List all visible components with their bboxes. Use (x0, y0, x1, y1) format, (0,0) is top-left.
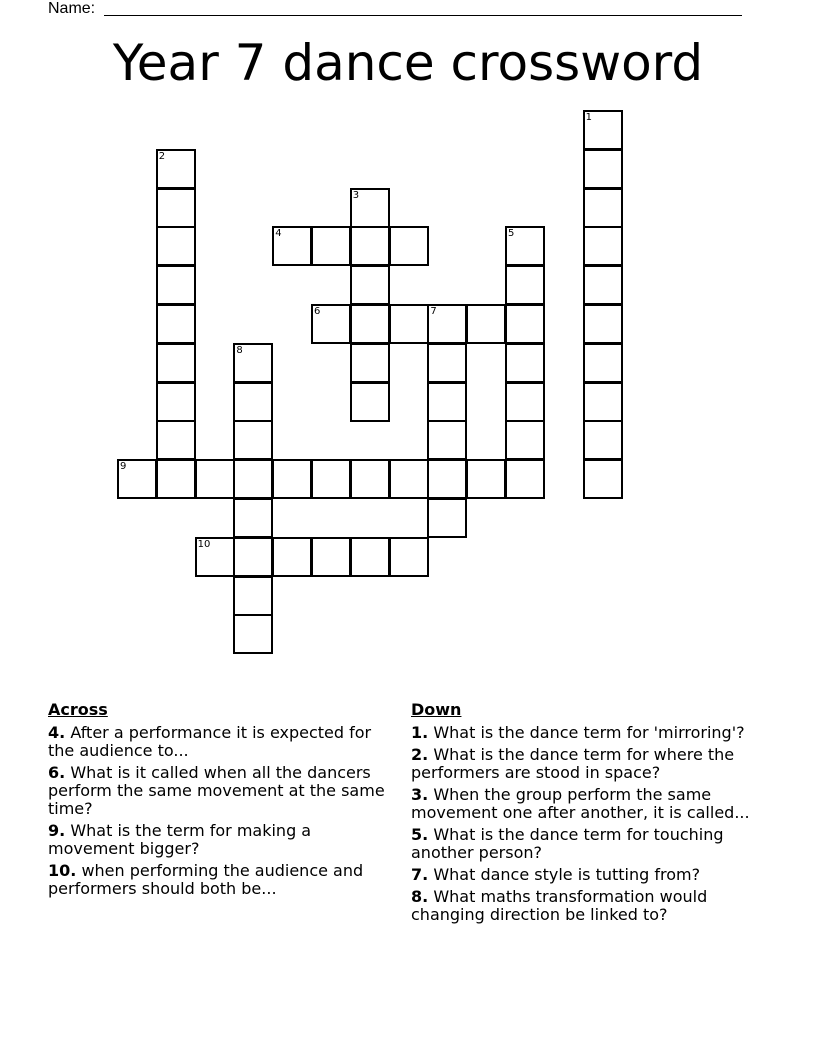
grid-cell[interactable] (427, 459, 467, 499)
down-clues (411, 700, 771, 928)
grid-cell[interactable] (350, 382, 390, 422)
across-clue (48, 862, 393, 898)
clue-text: What maths transformation would changing direction be linked to? (411, 887, 708, 924)
across-clue (48, 724, 393, 760)
grid-cell[interactable] (583, 188, 623, 228)
grid-cell[interactable] (505, 304, 545, 344)
grid-cell[interactable] (156, 459, 196, 499)
grid-cell[interactable] (156, 382, 196, 422)
grid-cell[interactable] (350, 537, 390, 577)
across-heading: Across (48, 700, 108, 719)
across-clue-list (48, 724, 393, 898)
grid-cell[interactable] (311, 459, 351, 499)
cell-number: 9 (120, 461, 127, 473)
grid-cell[interactable] (583, 343, 623, 383)
grid-cell[interactable] (389, 459, 429, 499)
grid-cell[interactable] (350, 226, 390, 266)
grid-cell[interactable] (427, 498, 467, 538)
grid-cell[interactable] (117, 459, 157, 499)
grid-cell[interactable] (505, 265, 545, 305)
cell-number: 10 (197, 538, 211, 550)
grid-cell[interactable] (156, 343, 196, 383)
grid-cell[interactable] (233, 382, 273, 422)
clue-number: 10. (48, 861, 77, 880)
down-clue (411, 826, 771, 862)
grid-cell[interactable] (350, 188, 390, 228)
grid-cell[interactable] (583, 265, 623, 305)
clue-number: 3. (411, 785, 429, 804)
down-clue (411, 746, 771, 782)
clue-text: What is the dance term for 'mirroring'? (433, 723, 745, 742)
cell-number: 2 (158, 150, 166, 162)
grid-cell[interactable] (583, 110, 623, 150)
clue-number: 7. (411, 865, 429, 884)
cell-number: 1 (585, 112, 592, 123)
across-clue (48, 764, 393, 818)
grid-cell[interactable] (233, 459, 273, 499)
clue-text: What is the dance term for where the performers are stood in space? (411, 745, 735, 782)
grid-cell[interactable] (350, 265, 390, 305)
clue-text: After a performance it is expected for the audience to... (48, 723, 372, 760)
clue-text: What is it called when all the dancers perform the same movement at the same time? (48, 763, 385, 818)
down-clue (411, 866, 771, 884)
grid-cell[interactable] (427, 343, 467, 383)
grid-cell[interactable] (583, 420, 623, 460)
grid-cell[interactable] (505, 343, 545, 383)
grid-cell[interactable] (505, 226, 545, 266)
grid-cell[interactable] (350, 459, 390, 499)
clue-number: 2. (411, 745, 429, 764)
grid-cell[interactable] (311, 226, 351, 266)
grid-cell[interactable] (583, 382, 623, 422)
grid-cell[interactable] (156, 188, 196, 228)
grid-cell[interactable] (233, 343, 273, 383)
clue-text: What dance style is tutting from? (433, 865, 701, 884)
grid-cell[interactable] (311, 304, 351, 344)
down-clue (411, 724, 771, 742)
grid-cell[interactable] (427, 382, 467, 422)
grid-cell[interactable] (583, 304, 623, 344)
clue-number: 5. (411, 825, 429, 844)
clue-text: What is the term for making a movement bigger? (48, 821, 312, 858)
grid-cell[interactable] (195, 537, 235, 577)
clue-number: 8. (411, 887, 429, 906)
grid-cell[interactable] (583, 459, 623, 499)
cell-number: 3 (352, 189, 360, 201)
grid-cell[interactable] (427, 304, 467, 344)
grid-cell[interactable] (233, 537, 273, 577)
grid-cell[interactable] (272, 226, 312, 266)
cell-number: 8 (236, 344, 243, 356)
grid-cell[interactable] (233, 498, 273, 538)
grid-cell[interactable] (505, 382, 545, 422)
grid-cell[interactable] (427, 420, 467, 460)
grid-cell[interactable] (389, 226, 429, 266)
grid-cell[interactable] (156, 420, 196, 460)
grid-cell[interactable] (233, 576, 273, 616)
grid-cell[interactable] (156, 226, 196, 266)
grid-cell[interactable] (195, 459, 235, 499)
clue-text: What is the dance term for touching another person? (411, 825, 724, 862)
across-clues (48, 700, 393, 902)
clue-number: 6. (48, 763, 66, 782)
down-clue (411, 786, 771, 822)
grid-cell[interactable] (272, 537, 312, 577)
grid-cell[interactable] (156, 265, 196, 305)
grid-cell[interactable] (505, 420, 545, 460)
clue-text: When the group perform the same movement one after another, it is called... (411, 785, 750, 822)
grid-cell[interactable] (156, 304, 196, 344)
grid-cell[interactable] (350, 304, 390, 344)
grid-cell[interactable] (505, 459, 545, 499)
grid-cell[interactable] (156, 149, 196, 189)
cell-number: 7 (430, 306, 437, 317)
name-label: Name: (48, 0, 96, 17)
page-title: Year 7 dance crossword (112, 34, 704, 92)
cell-number: 4 (275, 228, 282, 240)
clue-text: when performing the audience and performers should both be... (48, 861, 364, 898)
clue-number: 4. (48, 723, 66, 742)
grid-cell[interactable] (350, 343, 390, 383)
grid-cell[interactable] (311, 537, 351, 577)
cell-number: 5 (508, 228, 515, 240)
grid-cell[interactable] (389, 537, 429, 577)
down-heading: Down (411, 700, 462, 719)
across-clue (48, 822, 393, 858)
down-clue (411, 888, 771, 924)
grid-cell[interactable] (233, 420, 273, 460)
cell-number: 6 (314, 306, 321, 317)
grid-cell[interactable] (272, 459, 312, 499)
grid-cell[interactable] (389, 304, 429, 344)
down-clue-list (411, 724, 771, 924)
grid-cell[interactable] (466, 304, 506, 344)
grid-cell[interactable] (466, 459, 506, 499)
grid-cell[interactable] (583, 226, 623, 266)
grid-cell[interactable] (233, 614, 273, 654)
clue-number: 1. (411, 723, 429, 742)
grid-cell[interactable] (583, 149, 623, 189)
clue-number: 9. (48, 821, 66, 840)
